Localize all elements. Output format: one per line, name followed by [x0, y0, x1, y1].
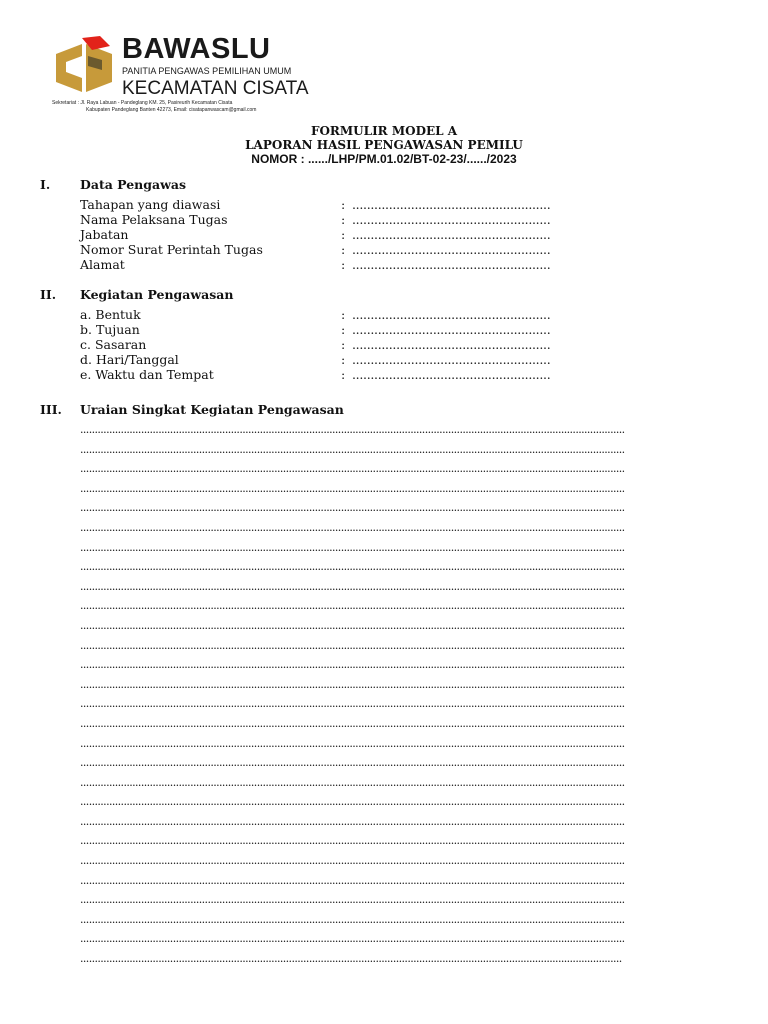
uraian-line[interactable]: ............................................................................................................................................................................................	[80, 599, 625, 613]
field-colon: :	[341, 257, 346, 272]
uraian-line[interactable]: ............................................................................................................................................................................................	[80, 795, 625, 809]
field-label: d. Hari/Tanggal	[80, 352, 179, 367]
field-hari-tanggal	[80, 352, 640, 367]
field-colon: :	[341, 337, 346, 352]
uraian-line[interactable]: ............................................................................................................................................................................................	[80, 814, 625, 828]
field-waktu-tempat	[80, 367, 640, 382]
field-nomor-surat	[80, 242, 640, 257]
field-jabatan	[80, 227, 640, 242]
field-tujuan	[80, 322, 640, 337]
uraian-line[interactable]: ............................................................................................................................................................................................	[80, 677, 625, 691]
field-sasaran	[80, 337, 640, 352]
field-colon: :	[341, 242, 346, 257]
field-label: Tahapan yang diawasi	[80, 197, 221, 212]
address-line-2: Kabupaten Pandeglang Banten 42273, Email: cisatapanwascam@gmail.com	[86, 107, 257, 113]
form-number: NOMOR : ....../LHP/PM.01.02/BT-02-23/....../2023	[251, 152, 517, 166]
field-value-blank[interactable]: ......................................................	[352, 322, 551, 337]
uraian-line[interactable]: ............................................................................................................................................................................................	[80, 560, 625, 574]
field-label: Alamat	[80, 257, 125, 272]
field-alamat	[80, 257, 640, 272]
brand-block	[122, 34, 309, 99]
secretariat-address	[52, 100, 282, 114]
section-number: II.	[40, 287, 57, 302]
uraian-line[interactable]: ............................................................................................................................................................................................	[80, 520, 625, 534]
section-title: Uraian Singkat Kegiatan Pengawasan	[80, 402, 344, 417]
field-tahapan	[80, 197, 640, 212]
uraian-writing-lines	[80, 420, 706, 969]
form-title	[0, 124, 768, 166]
field-nama-pelaksana	[80, 212, 640, 227]
field-label: b. Tujuan	[80, 322, 140, 337]
field-label: Nama Pelaksana Tugas	[80, 212, 228, 227]
field-value-blank[interactable]: ......................................................	[352, 227, 551, 242]
field-label: e. Waktu dan Tempat	[80, 367, 214, 382]
field-label: a. Bentuk	[80, 307, 141, 322]
uraian-line[interactable]: ............................................................................................................................................................................................	[80, 462, 625, 476]
uraian-line[interactable]: ............................................................................................................................................................................................	[80, 658, 625, 672]
uraian-line[interactable]: ............................................................................................................................................................................................	[80, 834, 625, 848]
uraian-line[interactable]: ............................................................................................................................................................................................	[80, 756, 625, 770]
uraian-line[interactable]: ............................................................................................................................................................................................	[80, 912, 625, 926]
uraian-line[interactable]: ............................................................................................................................................................................................	[80, 932, 625, 946]
field-label: Jabatan	[80, 227, 129, 242]
address-line-1: Sekretariat : Jl. Raya Labuan - Pandeglang KM. 25, Pasireurih Kecamatan Cisata	[52, 100, 233, 106]
field-bentuk	[80, 307, 640, 322]
field-colon: :	[341, 227, 346, 242]
field-value-blank[interactable]: ......................................................	[352, 307, 551, 322]
field-value-blank[interactable]: ......................................................	[352, 337, 551, 352]
uraian-line[interactable]: ...........................................................................................................................................................................................	[80, 952, 622, 966]
uraian-line[interactable]: ............................................................................................................................................................................................	[80, 893, 625, 907]
section-number: I.	[40, 177, 51, 192]
field-value-blank[interactable]: ......................................................	[352, 257, 551, 272]
section-title: Data Pengawas	[80, 177, 187, 192]
brand-kecamatan: KECAMATAN CISATA	[122, 78, 309, 99]
brand-name: BAWASLU	[122, 33, 271, 65]
uraian-line[interactable]: ............................................................................................................................................................................................	[80, 579, 625, 593]
uraian-line[interactable]: ............................................................................................................................................................................................	[80, 481, 625, 495]
field-colon: :	[341, 352, 346, 367]
uraian-line[interactable]: ............................................................................................................................................................................................	[80, 854, 625, 868]
field-colon: :	[341, 307, 346, 322]
field-value-blank[interactable]: ......................................................	[352, 197, 551, 212]
uraian-line[interactable]: ............................................................................................................................................................................................	[80, 423, 625, 436]
form-title-line-1: FORMULIR MODEL A	[310, 124, 458, 138]
kegiatan-pengawasan-fields	[80, 307, 640, 382]
uraian-line[interactable]: ............................................................................................................................................................................................	[80, 736, 625, 750]
uraian-line[interactable]: ............................................................................................................................................................................................	[80, 716, 625, 730]
bawaslu-logo	[52, 36, 118, 96]
uraian-line[interactable]: ............................................................................................................................................................................................	[80, 501, 625, 515]
field-value-blank[interactable]: ......................................................	[352, 212, 551, 227]
field-value-blank[interactable]: ......................................................	[352, 352, 551, 367]
uraian-line[interactable]: ............................................................................................................................................................................................	[80, 442, 625, 456]
field-label: Nomor Surat Perintah Tugas	[80, 242, 263, 257]
field-value-blank[interactable]: ......................................................	[352, 367, 551, 382]
section-title: Kegiatan Pengawasan	[80, 287, 234, 302]
uraian-line[interactable]: ............................................................................................................................................................................................	[80, 638, 625, 652]
field-value-blank[interactable]: ......................................................	[352, 242, 551, 257]
uraian-line[interactable]: ............................................................................................................................................................................................	[80, 697, 625, 711]
field-colon: :	[341, 197, 346, 212]
field-label: c. Sasaran	[80, 337, 147, 352]
section-number: III.	[40, 402, 62, 417]
uraian-line[interactable]: ............................................................................................................................................................................................	[80, 540, 625, 554]
uraian-line[interactable]: ............................................................................................................................................................................................	[80, 775, 625, 789]
data-pengawas-fields	[80, 197, 640, 272]
form-title-line-2: LAPORAN HASIL PENGAWASAN PEMILU	[245, 138, 523, 152]
field-colon: :	[341, 322, 346, 337]
uraian-line[interactable]: ............................................................................................................................................................................................	[80, 873, 625, 887]
uraian-line[interactable]: ............................................................................................................................................................................................	[80, 618, 625, 632]
brand-subtitle: PANITIA PENGAWAS PEMILIHAN UMUM	[122, 66, 292, 76]
field-colon: :	[341, 212, 346, 227]
field-colon: :	[341, 367, 346, 382]
